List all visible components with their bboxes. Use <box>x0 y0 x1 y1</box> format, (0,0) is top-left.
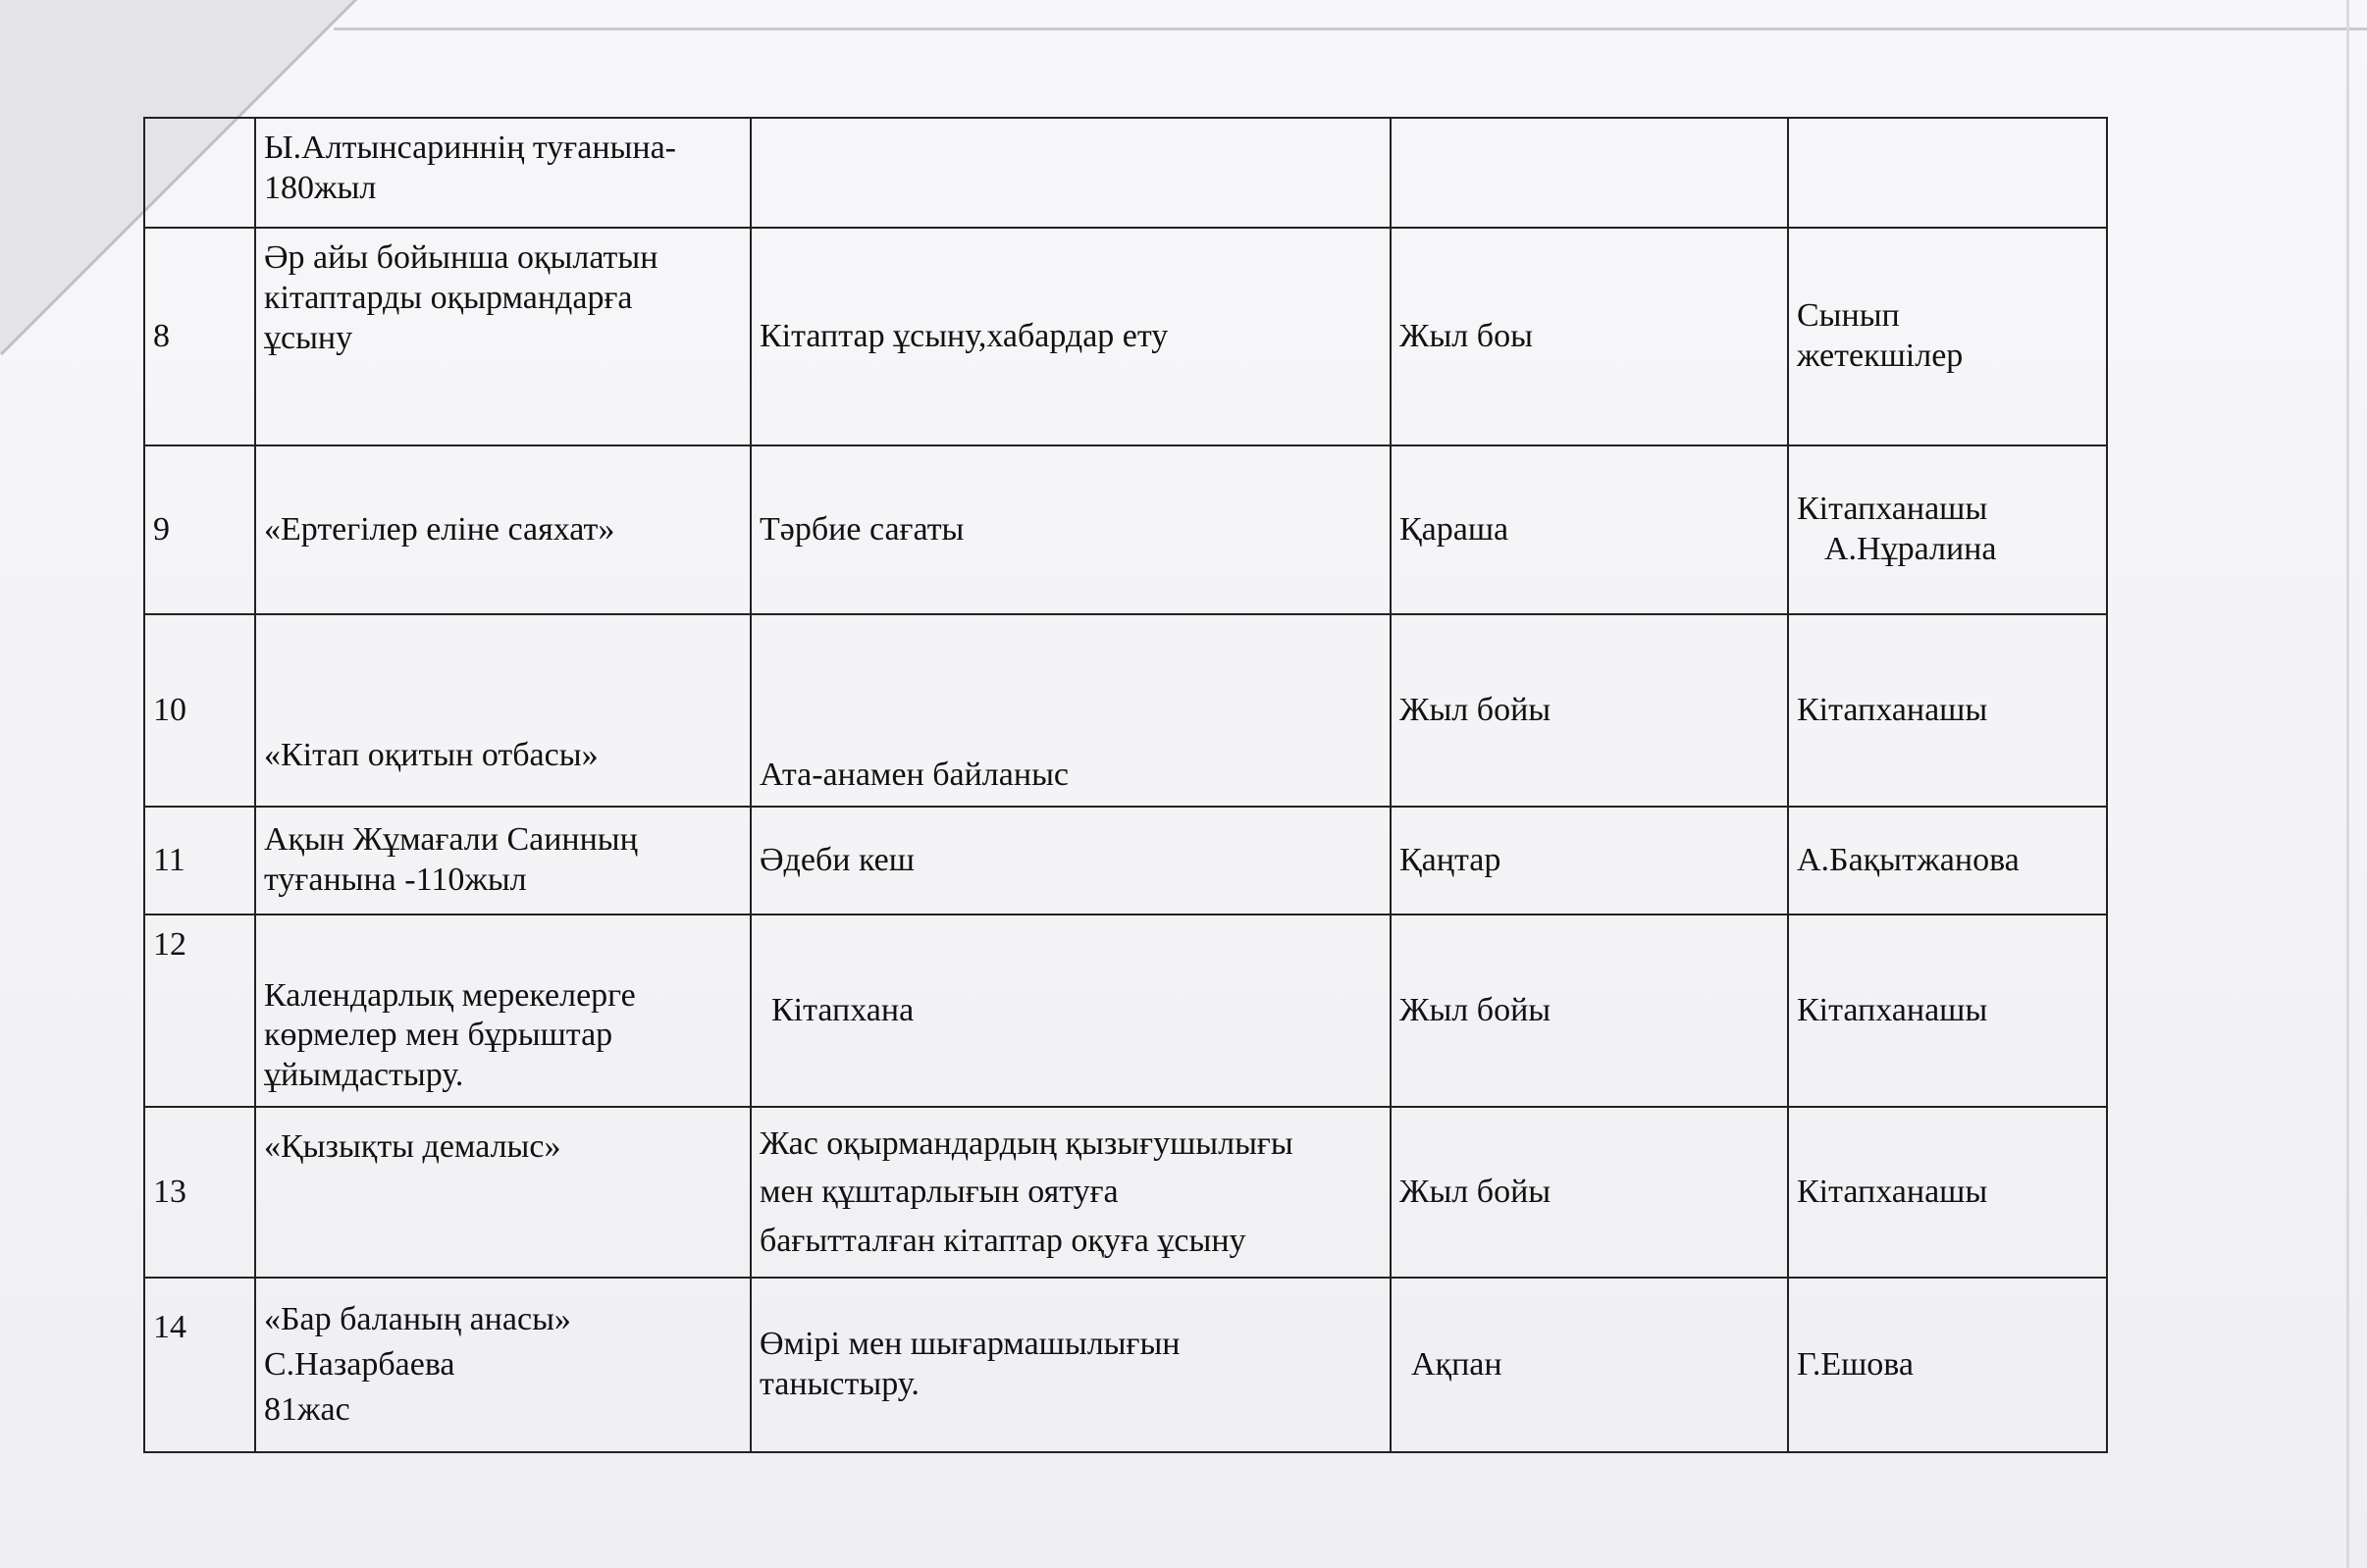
page-right-edge <box>2346 0 2349 1568</box>
event-time: Қаңтар <box>1391 807 1788 915</box>
event-time: Қараша <box>1391 445 1788 614</box>
event-form: Әдеби кеш <box>751 807 1391 915</box>
event-responsible: Кітапханашы <box>1788 915 2107 1107</box>
row-number: 11 <box>144 807 255 915</box>
event-form: Тәрбие сағаты <box>751 445 1391 614</box>
event-title: «Қызықты демалыс» <box>255 1107 751 1278</box>
event-form: Кітаптар ұсыну,хабардар ету <box>751 228 1391 445</box>
event-form: Жас оқырмандардың қызығушылығы мен құштарлығын оятуға бағытталған кітаптар оқуға ұсыну <box>751 1107 1391 1278</box>
event-time: Жыл боы <box>1391 228 1788 445</box>
event-time <box>1391 118 1788 228</box>
event-responsible: Сынып жетекшілер <box>1788 228 2107 445</box>
event-form <box>751 118 1391 228</box>
row-number: 12 <box>144 915 255 1107</box>
event-responsible: Кітапханашы <box>1788 1107 2107 1278</box>
event-title: «Бар баланың анасы» С.Назарбаева 81жас <box>255 1278 751 1452</box>
event-form: Ата-анамен байланыс <box>751 614 1391 807</box>
row-number: 8 <box>144 228 255 445</box>
event-form: Кітапхана <box>751 915 1391 1107</box>
table-row <box>144 1107 2107 1278</box>
row-number <box>144 118 255 228</box>
table-row <box>144 614 2107 807</box>
row-number: 10 <box>144 614 255 807</box>
row-number: 9 <box>144 445 255 614</box>
event-responsible: А.Бақытжанова <box>1788 807 2107 915</box>
event-title: Әр айы бойынша оқылатын кітаптарды оқырмандарға ұсыну <box>255 228 751 445</box>
event-title: «Ертегілер еліне саяхат» <box>255 445 751 614</box>
event-responsible: Кітапханашы <box>1788 614 2107 807</box>
event-title: Ы.Алтынсариннің туғанына- 180жыл <box>255 118 751 228</box>
events-table <box>143 117 2108 1453</box>
table-row <box>144 915 2107 1107</box>
row-number: 14 <box>144 1278 255 1452</box>
table-row <box>144 1278 2107 1452</box>
page-top-edge <box>334 27 2367 30</box>
event-time: Ақпан <box>1391 1278 1788 1452</box>
event-responsible: Кітапханашы А.Нұралина <box>1788 445 2107 614</box>
event-time: Жыл бойы <box>1391 1107 1788 1278</box>
table-row <box>144 445 2107 614</box>
event-responsible <box>1788 118 2107 228</box>
table-row <box>144 118 2107 228</box>
event-time: Жыл бойы <box>1391 915 1788 1107</box>
event-title: Ақын Жұмағали Саинның туғанына -110жыл <box>255 807 751 915</box>
event-responsible: Г.Ешова <box>1788 1278 2107 1452</box>
event-title: Календарлық мерекелерге көрмелер мен бұрыштар ұйымдастыру. <box>255 915 751 1107</box>
table-row <box>144 807 2107 915</box>
table-row <box>144 228 2107 445</box>
event-title: «Кітап оқитын отбасы» <box>255 614 751 807</box>
row-number: 13 <box>144 1107 255 1278</box>
event-form: Өмірі мен шығармашылығын таныстыру. <box>751 1278 1391 1452</box>
event-time: Жыл бойы <box>1391 614 1788 807</box>
